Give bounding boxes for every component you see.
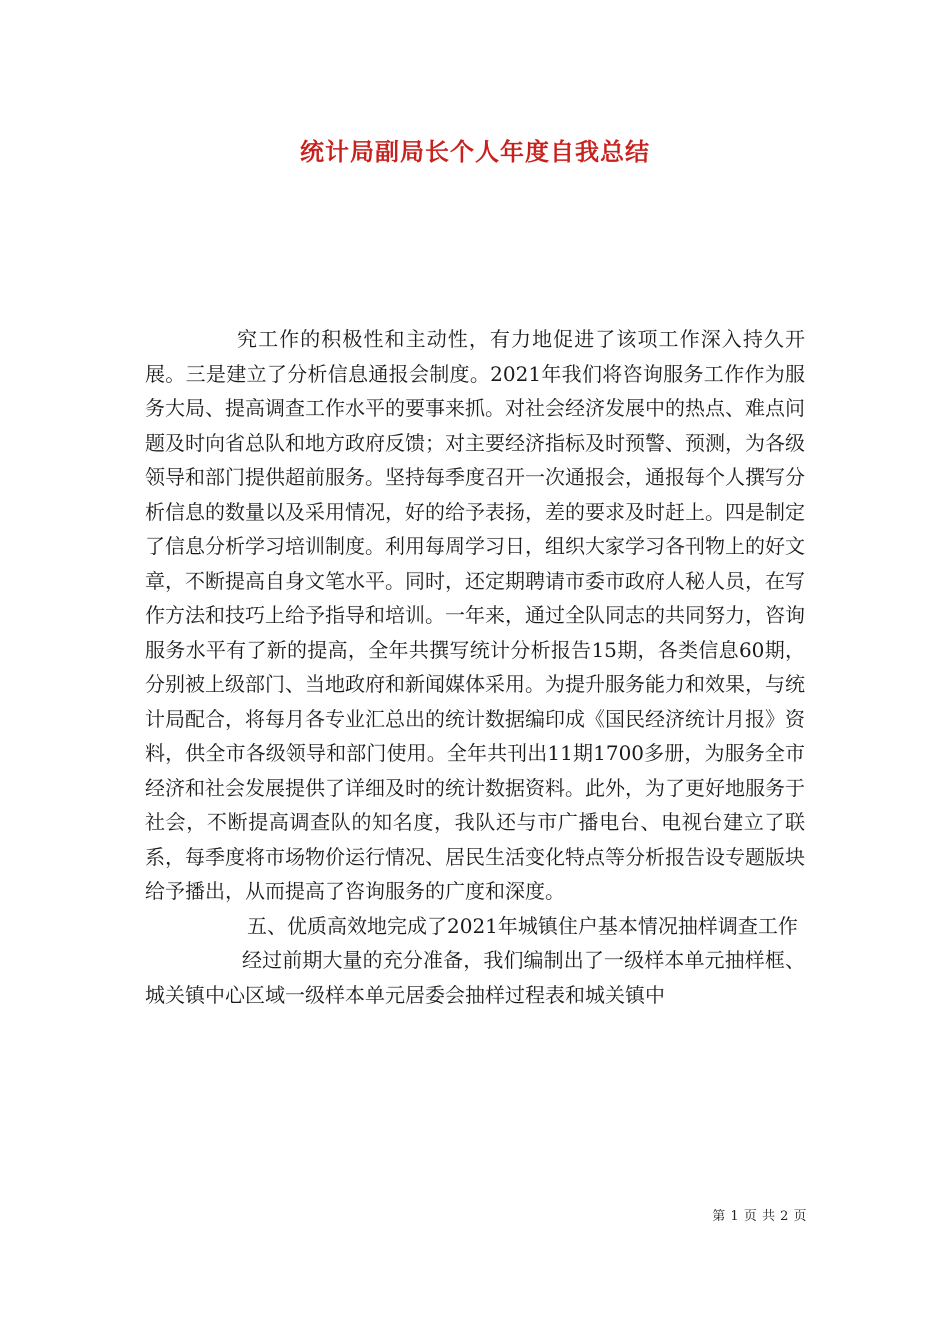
paragraph-1: 究工作的积极性和主动性，有力地促进了该项工作深入持久开展。三是建立了分析信息通报会制度。2021年我们将咨询服务工作作为服务大局、提高调查工作水平的要事来抓。对社会经济发展中的热点、难点问题及时向省总队和地方政府反馈；对主要经济指标及时预警、预测，为各级领导和部门提供超前服务。坚持每季度召开一次通报会，通报每个人撰写分析信息的数量以及采用情况，好的给予表扬，差的要求及时赶上。四是制定了信息分析学习培训制度。利用每周学习日，组织大家学习各刊物上的好文章，不断提高自身文笔水平。同时，还定期聘请市委市政府人秘人员，在写作方法和技巧上给予指导和培训。一年来，通过全队同志的共同努力，咨询服务水平有了新的提高，全年共撰写统计分析报告15期，各类信息60期，分别被上级部门、当地政府和新闻媒体采用。为提升服务能力和效果，与统计局配合，将每月各专业汇总出的统计数据编印成《国民经济统计月报》资料，供全市各级领导和部门使用。全年共刊出11期1700多册，为服务全市经济和社会发展提供了详细及时的统计数据资料。此外，为了更好地服务于社会，不断提高调查队的知名度，我队还与市广播电台、电视台建立了联系，每季度将市场物价运行情况、居民生活变化特点等分析报告设专题版块给予播出，从而提高了咨询服务的广度和深度。: [145, 327, 805, 903]
document-title: 统计局副局长个人年度自我总结: [300, 137, 650, 166]
document-body: [145, 322, 805, 1012]
paragraph-2: 经过前期大量的充分准备，我们编制出了一级样本单元抽样框、城关镇中心区域一级样本单元居委会抽样过程表和城关镇中: [145, 948, 805, 1007]
page-number: 第 1 页 共 2 页: [712, 1209, 807, 1224]
section-heading: 五、优质高效地完成了2021年城镇住户基本情况抽样调查工作: [247, 913, 798, 938]
